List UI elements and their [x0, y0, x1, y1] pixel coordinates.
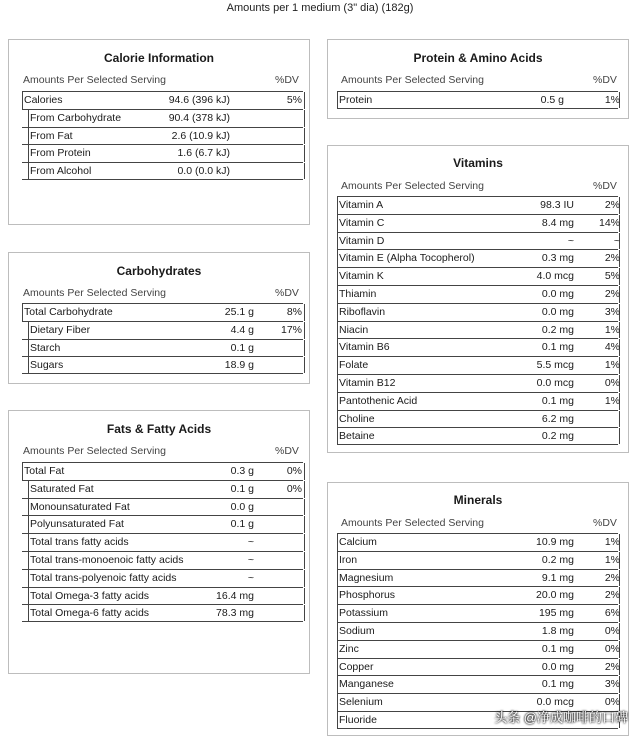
row-frame	[337, 623, 620, 640]
vitamins-panel	[327, 145, 629, 453]
nutrient-label: Niacin	[339, 323, 369, 336]
nutrient-label: Total Omega-3 fatty acids	[30, 589, 150, 602]
row-frame	[337, 286, 620, 303]
column-header	[341, 517, 621, 529]
nutrient-amount: 1.8 mg	[541, 624, 574, 637]
nutrient-label: Vitamin A	[339, 199, 384, 211]
nutrient-amount: 0.0 mg	[541, 287, 574, 300]
nutrient-row	[337, 622, 618, 640]
nutrient-row	[22, 551, 303, 569]
nutrient-label: Pantothenic Acid	[339, 394, 418, 407]
nutrient-daily-value: ~	[613, 234, 620, 247]
row-frame	[22, 92, 305, 109]
nutrient-label: Polyunsaturated Fat	[30, 518, 124, 531]
nutrient-label: Saturated Fat	[30, 482, 94, 495]
nutrient-daily-value: 2%	[604, 199, 620, 211]
row-frame	[28, 357, 305, 373]
nutrient-row	[337, 232, 618, 250]
header-dv: %DV	[275, 74, 299, 86]
nutrient-label: Thiamin	[339, 287, 377, 300]
nutrient-row	[22, 321, 303, 339]
nutrient-label: Betaine	[339, 430, 375, 443]
vitamin-rows	[337, 196, 622, 445]
nutrient-label: Selenium	[339, 696, 383, 709]
nutrient-row	[22, 515, 303, 533]
row-frame	[337, 357, 620, 374]
nutrient-daily-value: 8%	[286, 306, 302, 318]
nutrient-amount: 25.1 g	[224, 306, 254, 318]
nutrient-daily-value: 0%	[286, 465, 302, 477]
nutrient-daily-value: 1%	[604, 359, 620, 372]
nutrient-row	[337, 392, 618, 410]
nutrient-label: Vitamin C	[339, 216, 385, 229]
nutrient-daily-value: 1%	[604, 553, 620, 566]
nutrient-row	[337, 338, 618, 356]
nutrient-row	[337, 285, 618, 303]
nutrient-amount: ~	[567, 234, 574, 247]
nutrient-label: Fluoride	[339, 713, 377, 726]
panel-title: Vitamins	[453, 156, 503, 170]
nutrient-label: Iron	[339, 553, 358, 566]
nutrient-amount: 0.1 g	[230, 518, 254, 531]
nutrient-row	[22, 462, 303, 480]
nutrient-amount: 78.3 mg	[216, 607, 254, 620]
nutrient-row	[22, 127, 303, 145]
nutrient-label: Vitamin B6	[339, 341, 390, 354]
nutrient-amount: 0.1 mg	[541, 678, 574, 691]
nutrient-row	[22, 604, 303, 622]
nutrient-daily-value: 0%	[604, 696, 620, 709]
nutrient-amount: 0.3 mg	[541, 252, 574, 265]
nutrient-label: Zinc	[339, 642, 359, 655]
nutrient-label: From Fat	[30, 129, 73, 142]
nutrient-label: Total Carbohydrate	[24, 306, 113, 318]
nutrient-label: Sugars	[30, 359, 64, 372]
nutrient-row	[337, 356, 618, 374]
nutrient-daily-value: 2%	[604, 589, 620, 602]
nutrient-label: Dietary Fiber	[30, 323, 91, 336]
nutrient-amount: ~	[247, 536, 254, 549]
nutrient-row	[337, 91, 618, 109]
nutrient-daily-value: 6%	[604, 607, 620, 620]
nutrient-label: Starch	[30, 341, 61, 354]
nutrient-label: Phosphorus	[339, 589, 396, 602]
nutrient-amount: 8.4 mg	[541, 216, 574, 229]
nutrient-amount: 0.3 g	[230, 465, 254, 477]
nutrient-amount: 2.6 (10.9 kJ)	[171, 129, 230, 142]
nutrient-label: From Alcohol	[30, 165, 92, 178]
nutrient-row	[337, 640, 618, 658]
nutrient-daily-value: 2%	[604, 287, 620, 300]
nutrient-row	[337, 267, 618, 285]
nutrient-amount: 1.6 (6.7 kJ)	[177, 147, 230, 160]
nutrient-row	[337, 569, 618, 587]
nutrient-amount: 5.5 mcg	[536, 359, 574, 372]
nutrient-row	[337, 249, 618, 267]
nutrient-row	[337, 586, 618, 604]
row-frame	[337, 641, 620, 658]
nutrient-amount: 0.1 g	[230, 482, 254, 495]
column-header	[341, 74, 621, 86]
nutrient-amount: 98.3 IU	[540, 199, 574, 211]
nutrient-amount: 0.1 g	[230, 341, 254, 354]
row-frame	[337, 659, 620, 676]
nutrient-daily-value: 5%	[286, 94, 302, 106]
nutrient-amount: 0.1 mg	[541, 642, 574, 655]
row-frame	[337, 92, 620, 108]
nutrient-label: Choline	[339, 412, 375, 425]
nutrient-daily-value: 1%	[604, 323, 620, 336]
nutrient-row	[22, 587, 303, 605]
nutrient-amount: 10.9 mg	[536, 536, 574, 548]
nutrient-amount: 0.0 mcg	[536, 696, 574, 709]
nutrient-row	[22, 109, 303, 127]
nutrient-label: Sodium	[339, 624, 375, 637]
nutrient-daily-value: 3%	[604, 305, 620, 318]
nutrient-row	[22, 569, 303, 587]
carbohydrates-panel	[8, 252, 310, 384]
panel-title: Fats & Fatty Acids	[106, 422, 212, 436]
nutrient-label: Vitamin K	[339, 270, 384, 283]
nutrient-daily-value: 17%	[280, 323, 302, 336]
nutrient-label: Total Fat	[24, 465, 65, 477]
panel-title: Calorie Information	[103, 51, 214, 65]
nutrient-row	[22, 339, 303, 357]
nutrient-amount: 16.4 mg	[216, 589, 254, 602]
header-dv: %DV	[593, 517, 617, 529]
nutrient-row	[337, 551, 618, 569]
nutrient-label: Total Omega-6 fatty acids	[30, 607, 150, 620]
nutrient-row	[337, 533, 618, 551]
nutrient-label: Total trans-polyenoic fatty acids	[30, 571, 177, 584]
panel-title: Minerals	[453, 493, 503, 507]
nutrient-amount: 0.0 g	[230, 500, 254, 513]
nutrient-label: Vitamin B12	[339, 376, 396, 389]
nutrient-row	[22, 480, 303, 498]
nutrient-row	[337, 321, 618, 339]
carbohydrate-rows	[22, 303, 307, 374]
nutrient-amount: 6.2 mg	[541, 412, 574, 425]
nutrient-amount: 0.0 (0.0 kJ)	[177, 165, 230, 178]
column-header	[23, 445, 303, 457]
row-frame	[337, 322, 620, 339]
nutrient-daily-value: 1%	[604, 536, 620, 548]
serving-size-line: Amounts per 1 medium (3" dia) (182g)	[226, 2, 414, 14]
nutrient-amount: 90.4 (378 kJ)	[168, 111, 230, 124]
nutrient-amount: 0.2 mg	[541, 430, 574, 443]
nutrient-label: From Protein	[30, 147, 91, 160]
protein-rows	[337, 91, 622, 109]
nutrient-row	[337, 303, 618, 321]
fats-fatty-acids-panel	[8, 410, 310, 674]
nutrient-amount: 0.0 mcg	[536, 376, 574, 389]
nutrient-label: Calcium	[339, 536, 377, 548]
nutrient-amount: 4.0 mcg	[536, 270, 574, 283]
nutrient-daily-value: 14%	[598, 216, 620, 229]
row-frame	[28, 340, 305, 357]
nutrient-label: Protein	[339, 94, 373, 106]
nutrient-amount: 20.0 mg	[536, 589, 574, 602]
row-frame	[337, 534, 620, 551]
nutrient-daily-value: 3%	[604, 678, 620, 691]
nutrient-daily-value: 0%	[604, 624, 620, 637]
nutrient-row	[337, 196, 618, 214]
nutrient-amount: 18.9 g	[224, 359, 254, 372]
row-frame	[337, 552, 620, 569]
nutrient-row	[22, 356, 303, 374]
nutrient-daily-value: 5%	[604, 270, 620, 283]
nutrient-label: Vitamin E (Alpha Tocopherol)	[339, 252, 475, 265]
nutrient-label: From Carbohydrate	[30, 111, 122, 124]
watermark-text: 头条 @净成咖啡的口碑	[494, 710, 628, 725]
nutrient-daily-value: 4%	[604, 341, 620, 354]
nutrient-amount: 0.0 mg	[541, 305, 574, 318]
nutrient-row	[22, 533, 303, 551]
nutrient-label: Total trans fatty acids	[30, 536, 129, 549]
nutrient-label: Riboflavin	[339, 305, 386, 318]
nutrient-row	[337, 658, 618, 676]
nutrient-label: Magnesium	[339, 571, 394, 584]
nutrient-row	[22, 498, 303, 516]
header-amounts: Amounts Per Selected Serving	[341, 74, 484, 86]
nutrient-amount: 0.0 mg	[541, 660, 574, 673]
protein-amino-acids-panel	[327, 39, 629, 119]
nutrient-label: Potassium	[339, 607, 389, 620]
nutrient-row	[337, 604, 618, 622]
row-frame	[22, 463, 305, 480]
nutrient-label: Manganese	[339, 678, 394, 691]
column-header	[23, 74, 303, 86]
header-amounts: Amounts Per Selected Serving	[341, 180, 484, 192]
header-dv: %DV	[275, 287, 299, 299]
nutrient-amount: 0.1 mg	[541, 341, 574, 354]
nutrient-row	[22, 91, 303, 109]
header-amounts: Amounts Per Selected Serving	[23, 445, 166, 457]
nutrient-row	[337, 675, 618, 693]
nutrient-daily-value: 2%	[604, 571, 620, 584]
nutrient-amount: 0.1 mg	[541, 394, 574, 407]
header-dv: %DV	[593, 180, 617, 192]
minerals-panel	[327, 482, 629, 736]
row-frame	[337, 428, 620, 444]
header-dv: %DV	[593, 74, 617, 86]
nutrient-daily-value: 0%	[604, 642, 620, 655]
nutrient-row	[337, 427, 618, 445]
nutrient-amount: 0.2 mg	[541, 323, 574, 336]
nutrient-row	[22, 144, 303, 162]
nutrient-daily-value: 2%	[604, 252, 620, 265]
nutrient-row	[22, 303, 303, 321]
calorie-information-panel	[8, 39, 310, 225]
row-frame	[337, 411, 620, 428]
nutrient-amount: ~	[247, 571, 254, 584]
nutrient-amount: 9.1 mg	[541, 571, 574, 584]
nutrient-row	[22, 162, 303, 180]
nutrient-daily-value: 1%	[604, 394, 620, 407]
nutrient-row	[337, 410, 618, 428]
mineral-rows	[337, 533, 622, 729]
header-amounts: Amounts Per Selected Serving	[23, 74, 166, 86]
nutrient-amount: 195 mg	[538, 607, 574, 620]
panel-title: Protein & Amino Acids	[413, 51, 543, 65]
panel-title: Carbohydrates	[116, 264, 202, 278]
nutrient-amount: 0.2 mg	[541, 553, 574, 566]
nutrient-row	[337, 374, 618, 392]
calorie-rows	[22, 91, 307, 180]
nutrient-amount: 94.6 (396 kJ)	[168, 94, 230, 106]
nutrient-label: Copper	[339, 660, 374, 673]
nutrient-label: Total trans-monoenoic fatty acids	[30, 553, 184, 566]
header-amounts: Amounts Per Selected Serving	[23, 287, 166, 299]
nutrient-label: Folate	[339, 359, 369, 372]
nutrient-row	[337, 214, 618, 232]
nutrient-daily-value: 0%	[604, 376, 620, 389]
nutrient-label: Vitamin D	[339, 234, 385, 247]
nutrient-daily-value: 0%	[286, 482, 302, 495]
nutrient-label: Monounsaturated Fat	[30, 500, 130, 513]
nutrient-amount: 0.5 g	[540, 94, 564, 106]
nutrient-amount: ~	[247, 553, 254, 566]
nutrient-amount: 4.4 g	[230, 323, 254, 336]
fat-rows	[22, 462, 307, 622]
nutrient-label: Calories	[24, 94, 63, 106]
header-dv: %DV	[275, 445, 299, 457]
nutrient-daily-value: 2%	[604, 660, 620, 673]
nutrient-daily-value: 1%	[604, 94, 620, 106]
column-header	[341, 180, 621, 192]
column-header	[23, 287, 303, 299]
header-amounts: Amounts Per Selected Serving	[341, 517, 484, 529]
